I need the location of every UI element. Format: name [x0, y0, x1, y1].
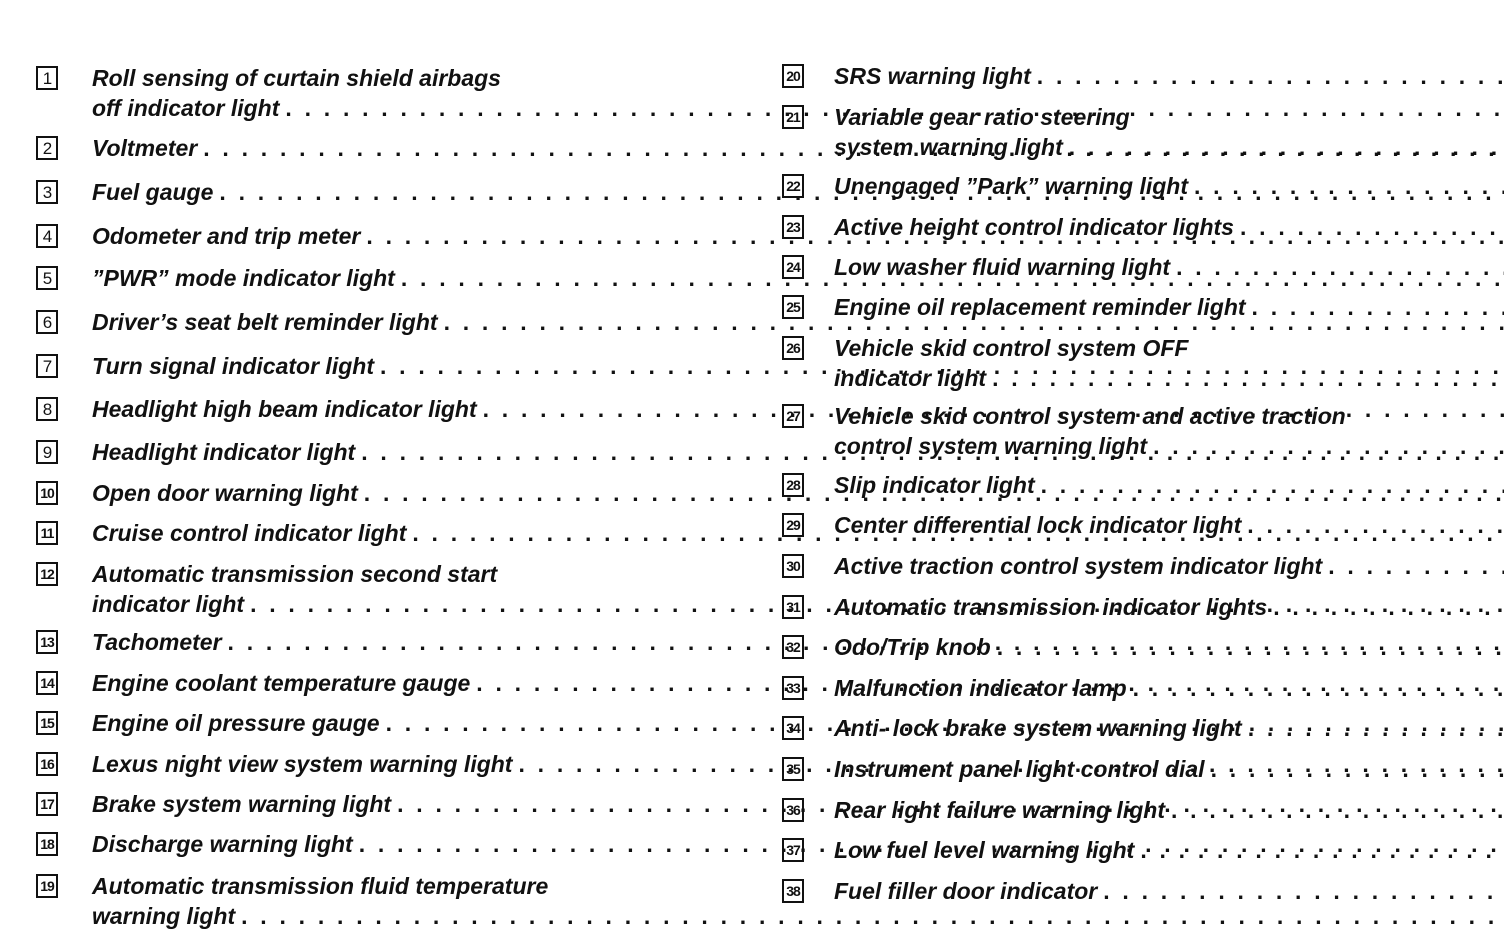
- list-item: [36, 627, 656, 657]
- item-number-box: 8: [36, 397, 58, 421]
- list-item: [782, 102, 1412, 162]
- item-text: [834, 470, 1504, 500]
- item-text: [834, 212, 1504, 242]
- item-number-box: 20: [782, 64, 804, 88]
- item-label: Variable gear ratio steering: [834, 104, 1130, 130]
- item-label: Slip indicator light: [834, 472, 1035, 498]
- item-number-box: 15: [36, 711, 58, 735]
- list-item: [782, 551, 1412, 581]
- list-item: [782, 673, 1412, 703]
- dot-leader: [1176, 252, 1504, 282]
- item-label: Active traction control system indicator light: [834, 553, 1323, 579]
- list-item: [36, 708, 656, 738]
- dot-leader: [1103, 876, 1504, 906]
- item-text: [834, 551, 1504, 581]
- item-text: [834, 401, 1504, 461]
- list-item: [36, 177, 656, 207]
- item-number-box: 35: [782, 757, 804, 781]
- dot-leader: [1248, 713, 1504, 743]
- item-label: Turn signal indicator light: [92, 353, 374, 379]
- list-item: [782, 632, 1412, 662]
- list-item: [36, 351, 656, 381]
- item-label: Cruise control indicator light: [92, 520, 407, 546]
- list-item: [782, 401, 1412, 461]
- dot-leader: [1247, 510, 1504, 540]
- item-label: Voltmeter: [92, 135, 198, 161]
- item-label: Rear light failure warning light: [834, 797, 1165, 823]
- item-number-box: 28: [782, 473, 804, 497]
- item-label: Driver’s seat belt reminder light: [92, 309, 438, 335]
- item-number-box: 2: [36, 136, 58, 160]
- list-item: [782, 470, 1412, 500]
- dot-leader: [1211, 754, 1504, 784]
- item-label: indicator light: [834, 365, 987, 391]
- item-label: Engine oil replacement reminder light: [834, 294, 1246, 320]
- item-number-box: 29: [782, 513, 804, 537]
- dot-leader: [1252, 292, 1504, 322]
- list-item: [36, 478, 656, 508]
- list-item: [782, 510, 1412, 540]
- list-item: [36, 263, 656, 293]
- dot-leader: [1140, 835, 1504, 865]
- list-item: [782, 292, 1412, 322]
- dot-leader: [1133, 673, 1504, 703]
- item-text: [834, 171, 1504, 201]
- item-label: Malfunction indicator lamp: [834, 675, 1127, 701]
- item-label: Automatic transmission fluid temperature: [92, 873, 549, 899]
- list-item: [36, 829, 656, 859]
- item-text: [834, 510, 1504, 540]
- item-number-box: 33: [782, 676, 804, 700]
- item-text: [834, 61, 1504, 91]
- item-label: indicator light: [92, 591, 245, 617]
- list-item: [36, 668, 656, 698]
- list-item: [782, 713, 1412, 743]
- item-label: Vehicle skid control system OFF: [834, 335, 1189, 361]
- item-text: [834, 754, 1504, 784]
- item-number-box: 23: [782, 215, 804, 239]
- dot-leader: [1041, 470, 1504, 500]
- item-label: Headlight high beam indicator light: [92, 396, 477, 422]
- dot-leader: [1069, 132, 1504, 162]
- item-label: warning light: [92, 903, 236, 929]
- item-label: Anti- lock brake system warning light: [834, 715, 1242, 741]
- item-number-box: 21: [782, 105, 804, 129]
- item-number-box: 9: [36, 440, 58, 464]
- item-number-box: 7: [36, 354, 58, 378]
- item-text: [834, 292, 1504, 322]
- item-text: [834, 876, 1504, 906]
- item-number-box: 10: [36, 481, 58, 505]
- item-text: [834, 592, 1504, 622]
- item-label: Engine oil pressure gauge: [92, 710, 380, 736]
- list-item: [36, 133, 656, 163]
- item-number-box: 13: [36, 630, 58, 654]
- list-item: [36, 394, 656, 424]
- item-text: [834, 673, 1504, 703]
- item-number-box: 30: [782, 554, 804, 578]
- dot-leader: [997, 632, 1504, 662]
- item-label: SRS warning light: [834, 63, 1031, 89]
- item-number-box: 37: [782, 838, 804, 862]
- item-number-box: 25: [782, 295, 804, 319]
- item-label: Brake system warning light: [92, 791, 392, 817]
- dot-leader: [1037, 61, 1504, 91]
- item-label: Low washer fluid warning light: [834, 254, 1171, 280]
- item-text: [834, 252, 1504, 282]
- list-item: [36, 307, 656, 337]
- dot-leader: [992, 363, 1504, 393]
- item-number-box: 14: [36, 671, 58, 695]
- item-text: [834, 713, 1504, 743]
- item-number-box: 1: [36, 66, 58, 90]
- item-number-box: 24: [782, 255, 804, 279]
- dot-leader: [1153, 431, 1504, 461]
- item-number-box: 11: [36, 521, 58, 545]
- list-item: [782, 876, 1412, 906]
- item-label: Automatic transmission second start: [92, 561, 498, 587]
- item-label: Roll sensing of curtain shield airbags: [92, 65, 501, 91]
- item-label: Headlight indicator light: [92, 439, 356, 465]
- item-label: Active height control indicator lights: [834, 214, 1234, 240]
- list-item: [36, 63, 656, 123]
- list-item: [36, 437, 656, 467]
- item-number-box: 16: [36, 752, 58, 776]
- item-number-box: 5: [36, 266, 58, 290]
- list-item: [36, 789, 656, 819]
- item-label: Fuel filler door indicator: [834, 878, 1098, 904]
- item-label: ”PWR” mode indicator light: [92, 265, 395, 291]
- item-label: Low fuel level warning light: [834, 837, 1135, 863]
- item-text: [834, 102, 1504, 162]
- item-label: Open door warning light: [92, 480, 358, 506]
- list-item: [36, 871, 656, 931]
- dot-leader: [1240, 212, 1504, 242]
- list-item: [782, 61, 1412, 91]
- item-number-box: 12: [36, 562, 58, 586]
- list-item: [36, 749, 656, 779]
- list-item: [36, 221, 656, 251]
- item-label: Lexus night view system warning light: [92, 751, 513, 777]
- item-number-box: 17: [36, 792, 58, 816]
- item-number-box: 6: [36, 310, 58, 334]
- dot-leader: [1328, 551, 1504, 581]
- item-label: Odometer and trip meter: [92, 223, 361, 249]
- item-number-box: 36: [782, 798, 804, 822]
- item-label: Automatic transmission indicator lights: [834, 594, 1268, 620]
- item-text: [834, 333, 1504, 393]
- item-label: Discharge warning light: [92, 831, 353, 857]
- dot-leader: [1273, 592, 1504, 622]
- item-label: control system warning light: [834, 433, 1148, 459]
- item-label: Fuel gauge: [92, 179, 214, 205]
- item-number-box: 22: [782, 174, 804, 198]
- item-number-box: 38: [782, 879, 804, 903]
- item-text: [834, 795, 1504, 825]
- item-label: Unengaged ”Park” warning light: [834, 173, 1188, 199]
- list-item: [782, 835, 1412, 865]
- dot-leader: [1194, 171, 1504, 201]
- item-text: [834, 835, 1504, 865]
- item-label: Odo/Trip knob: [834, 634, 991, 660]
- dot-leader: [1171, 795, 1504, 825]
- list-item: [782, 754, 1412, 784]
- item-label: Tachometer: [92, 629, 222, 655]
- list-item: [36, 518, 656, 548]
- item-label: off indicator light: [92, 95, 280, 121]
- list-item: [782, 171, 1412, 201]
- item-number-box: 32: [782, 635, 804, 659]
- list-item: [782, 795, 1412, 825]
- item-label: Instrument panel light control dial: [834, 756, 1205, 782]
- list-item: [782, 592, 1412, 622]
- item-number-box: 31: [782, 595, 804, 619]
- item-label: Vehicle skid control system and active traction: [834, 403, 1346, 429]
- item-number-box: 27: [782, 404, 804, 428]
- item-label: Center differential lock indicator light: [834, 512, 1242, 538]
- item-label: Engine coolant temperature gauge: [92, 670, 471, 696]
- item-text: [834, 632, 1504, 662]
- item-number-box: 34: [782, 716, 804, 740]
- list-item: [782, 333, 1412, 393]
- item-number-box: 3: [36, 180, 58, 204]
- list-item: [782, 212, 1412, 242]
- item-number-box: 19: [36, 874, 58, 898]
- list-item: [36, 559, 656, 619]
- item-number-box: 18: [36, 832, 58, 856]
- list-item: [782, 252, 1412, 282]
- item-number-box: 26: [782, 336, 804, 360]
- item-number-box: 4: [36, 224, 58, 248]
- item-label: system warning light: [834, 134, 1063, 160]
